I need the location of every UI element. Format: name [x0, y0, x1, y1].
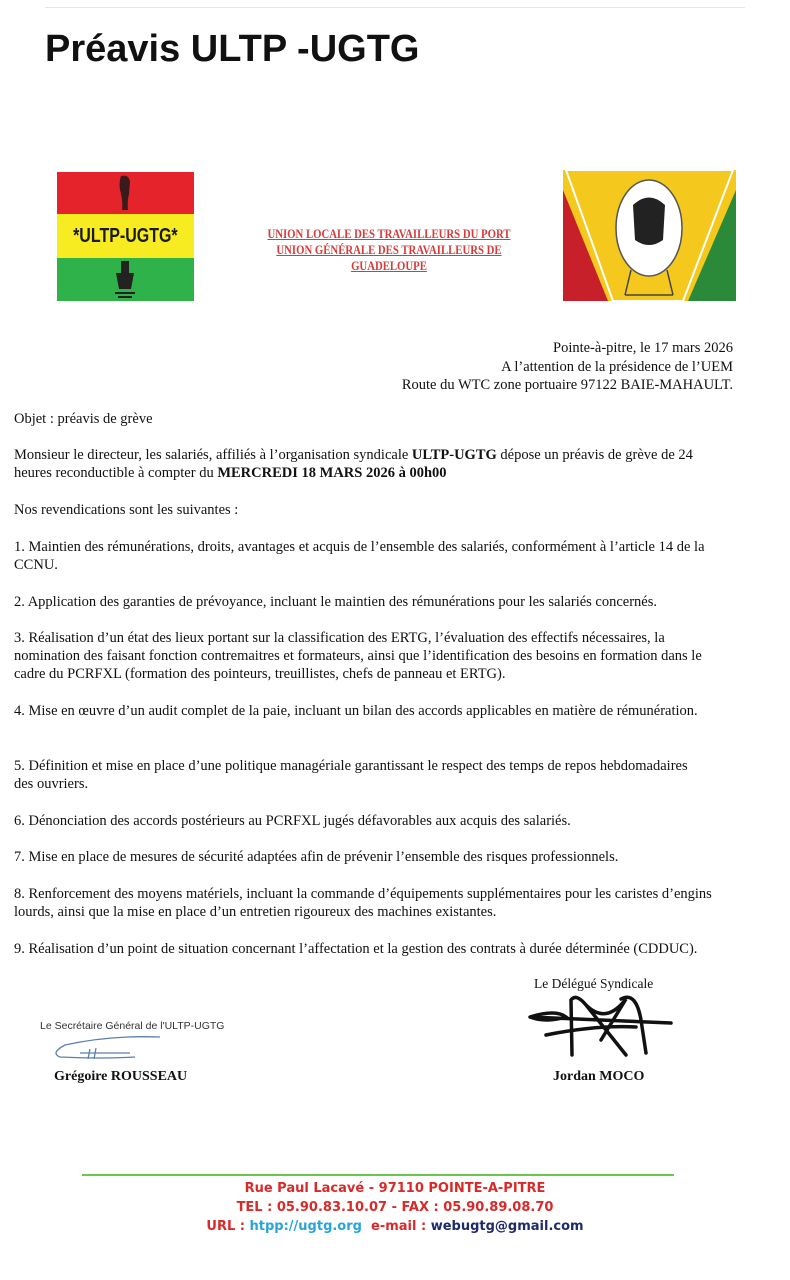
left-signatory-title: Le Secrétaire Général de l'ULTP-UGTG	[40, 1020, 225, 1032]
strike-date: MERCREDI 18 MARS 2026 à 00h00	[217, 465, 447, 482]
demand-item: 5. Définition et mise en place d’une politique managériale garantissant le respect des temps de repos hebdomadaires des ouvriers.	[14, 758, 688, 793]
right-signatory-title: Le Délégué Syndicale	[534, 976, 654, 991]
email-label: e-mail :	[361, 1219, 431, 1234]
footer-contact	[0, 1217, 790, 1237]
demand-item: 8. Renforcement des moyens matériels, incluant la commande d’équipements supplémentaires pour les caristes d’engins lourds, ainsi que la mise en place d’un entretien rigoureux des machines existantes.	[14, 886, 712, 921]
demand-item: 2. Application des garanties de prévoyance, incluant le maintien des rémunérations pour les salariés concernés.	[14, 594, 658, 610]
street-line: Route du WTC zone portuaire 97122 BAIE-MAHAULT.	[401, 377, 733, 393]
page-title: Préavis ULTP -UGTG	[45, 28, 420, 70]
demand-item: 6. Dénonciation des accords postérieurs au PCRFXL jugés défavorables aux acquis des salariés.	[14, 813, 571, 829]
right-signature	[526, 995, 676, 1060]
footer-divider	[82, 1174, 674, 1176]
right-signatory-name: Jordan MOCO	[553, 1069, 645, 1084]
url-label: URL :	[206, 1219, 250, 1234]
email-link[interactable]: webugtg@gmail.com	[430, 1219, 584, 1234]
logo-text: *ULTP-UGTG*	[73, 224, 178, 247]
left-signature	[50, 1033, 165, 1061]
demand-item: 7. Mise en place de mesures de sécurité adaptées afin de prévenir l’ensemble des risques professionnels.	[14, 849, 619, 865]
ultp-ugtg-logo	[57, 172, 194, 301]
left-signatory-name: Grégoire ROUSSEAU	[54, 1069, 188, 1084]
union-name	[245, 226, 532, 274]
demand-item: 3. Réalisation d’un état des lieux portant sur la classification des ERTG, l’évaluation des effectifs nécessaires, la nomination des faisant fonction contremaitres et formateurs, ainsi que l’identification des besoins en formation dans le cadre du PCRFXL (formation des pointeurs, treuillistes, chefs de panneau et ERTG).	[14, 630, 702, 683]
demand-item: 9. Réalisation d’un point de situation concernant l’affectation et la gestion des contrats à durée déterminée (CDDUC).	[14, 941, 698, 957]
website-link[interactable]: htpp://ugtg.org	[249, 1219, 362, 1234]
subject: Objet : préavis de grève	[14, 411, 153, 427]
attention-line: A l’attention de la présidence de l’UEM	[501, 358, 733, 375]
union-line-1: UNION LOCALE DES TRAVAILLEURS DU PORT	[267, 227, 511, 241]
recipient-address	[402, 339, 733, 395]
demand-item: 4. Mise en œuvre d’un audit complet de la paie, incluant un bilan des accords applicables en matière de rémunération.	[14, 703, 698, 719]
ship-icon	[113, 259, 137, 299]
fist-icon	[115, 174, 135, 212]
footer-phone: TEL : 05.90.83.10.07 - FAX : 05.90.89.08.70	[236, 1200, 554, 1215]
date-line: Pointe-à-pitre, le 17 mars 2026	[553, 340, 733, 356]
intro-text-2: dépose un préavis de grève de 24 heures reconductible à compter du	[14, 447, 693, 482]
union-line-2: UNION GÉNÉRALE DES TRAVAILLEURS DE GUADELOUPE	[276, 243, 502, 273]
demand-item: 1. Maintien des rémunérations, droits, avantages et acquis de l’ensemble des salariés, conformément à l’article 14 de la CCNU.	[14, 539, 705, 574]
intro-text: Monsieur le directeur, les salariés, affiliés à l’organisation syndicale	[14, 447, 412, 463]
demands-lead: Nos revendications sont les suivantes :	[14, 502, 239, 518]
ugtg-emblem-logo	[563, 170, 736, 301]
union-name-bold: ULTP-UGTG	[411, 447, 497, 463]
intro-paragraph	[14, 446, 734, 482]
footer-address: Rue Paul Lacavé - 97110 POINTE-A-PITRE	[244, 1181, 546, 1196]
top-divider	[45, 7, 745, 8]
